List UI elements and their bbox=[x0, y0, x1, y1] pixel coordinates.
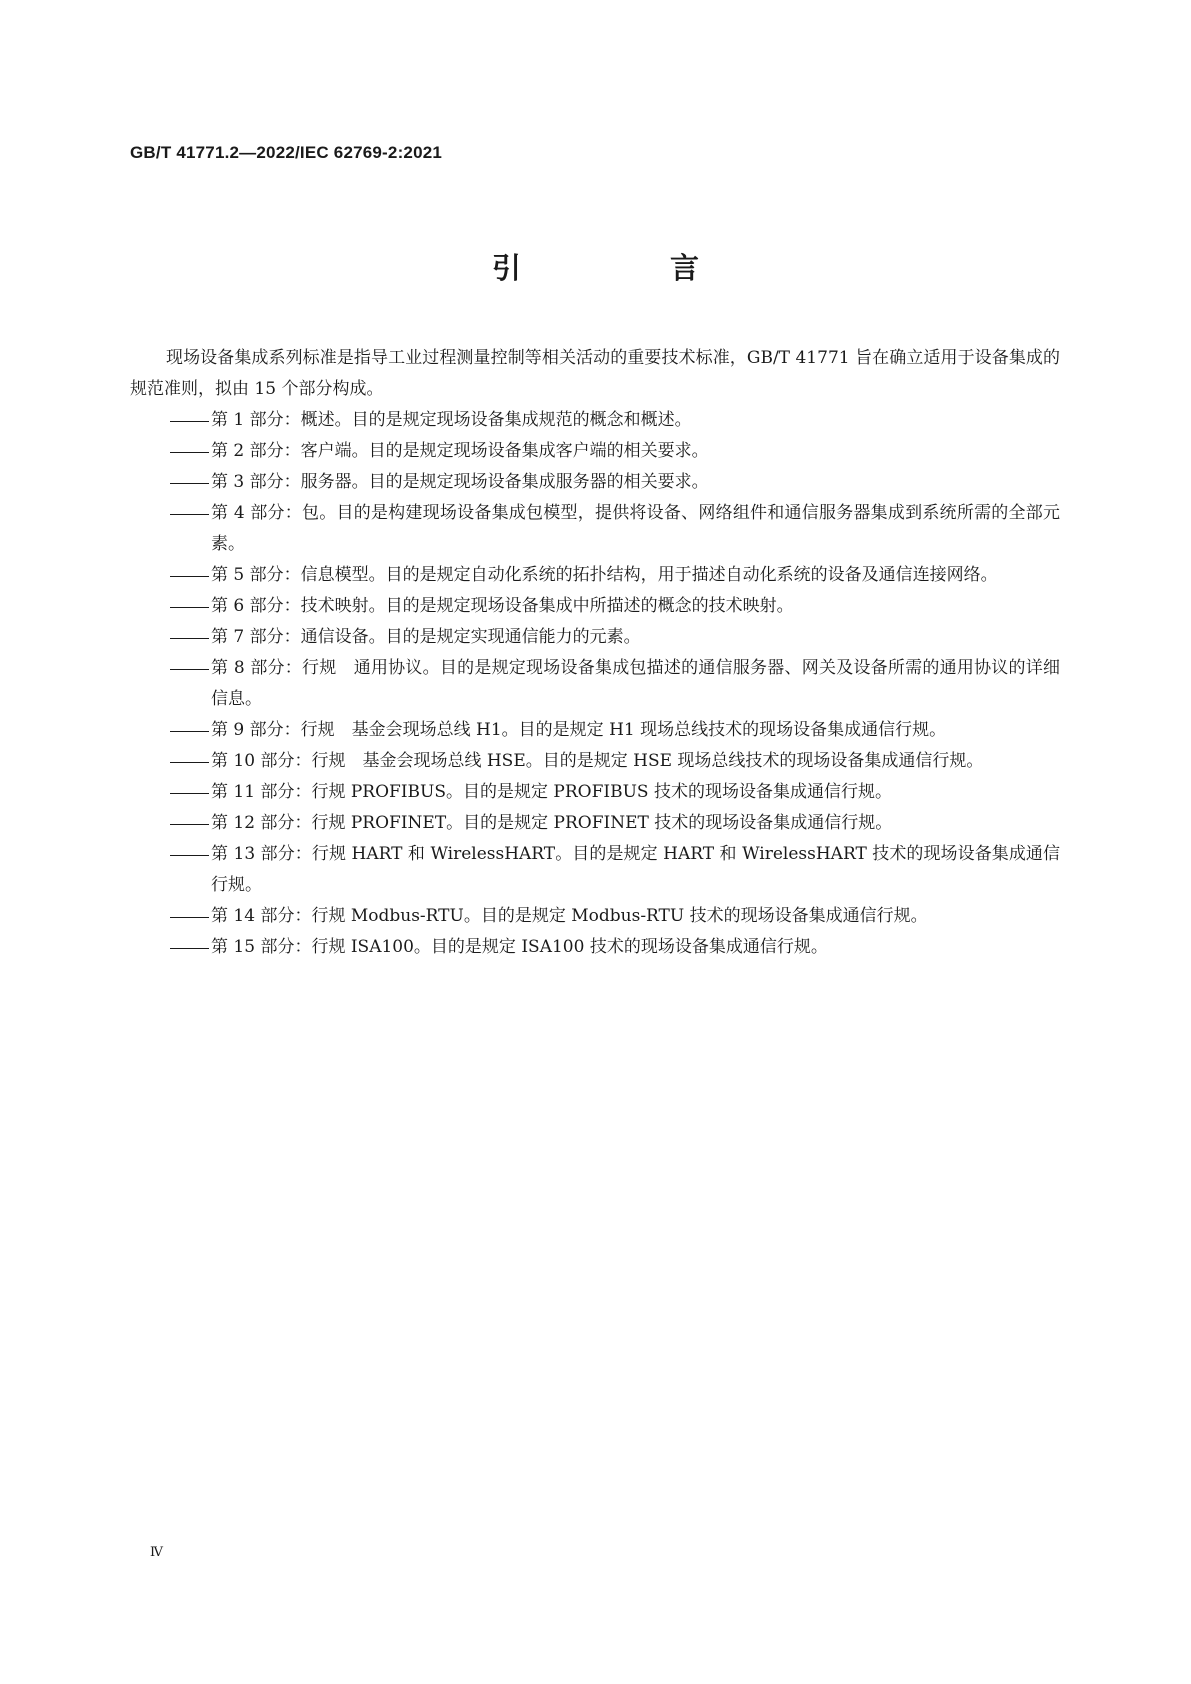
list-item bbox=[130, 591, 1060, 622]
list-item-text: 第 3 部分：服务器。目的是规定现场设备集成服务器的相关要求。 bbox=[211, 472, 709, 492]
list-item-text: 第 11 部分：行规 PROFIBUS。目的是规定 PROFIBUS 技术的现场设备集成通信行规。 bbox=[211, 782, 892, 802]
page-number: Ⅳ bbox=[150, 1545, 163, 1560]
list-item-text: 第 2 部分：客户端。目的是规定现场设备集成客户端的相关要求。 bbox=[211, 441, 709, 461]
list-item-text: 第 13 部分：行规 HART 和 WirelessHART。目的是规定 HART 和 WirelessHART 技术的现场设备集成通信行规。 bbox=[211, 844, 1060, 895]
list-item bbox=[130, 653, 1060, 715]
list-item bbox=[130, 467, 1060, 498]
page-title: 引 言 bbox=[491, 251, 759, 285]
list-item-text: 第 5 部分：信息模型。目的是规定自动化系统的拓扑结构，用于描述自动化系统的设备及通信连接网络。 bbox=[211, 565, 998, 585]
list-item bbox=[130, 839, 1060, 901]
list-item bbox=[130, 808, 1060, 839]
list-item bbox=[130, 436, 1060, 467]
list-item-text: 第 8 部分：行规 通用协议。目的是规定现场设备集成包描述的通信服务器、网关及设备所需的通用协议的详细信息。 bbox=[211, 658, 1060, 709]
intro-paragraph: 现场设备集成系列标准是指导工业过程测量控制等相关活动的重要技术标准，GB/T 41771 旨在确立适用于设备集成的规范准则，拟由 15 个部分构成。 bbox=[130, 348, 1060, 399]
list-item bbox=[130, 622, 1060, 653]
list-item-text: 第 12 部分：行规 PROFINET。目的是规定 PROFINET 技术的现场设备集成通信行规。 bbox=[211, 813, 893, 833]
list-item-text: 第 10 部分：行规 基金会现场总线 HSE。目的是规定 HSE 现场总线技术的现场设备集成通信行规。 bbox=[211, 751, 984, 771]
list-item-text: 第 14 部分：行规 Modbus-RTU。目的是规定 Modbus-RTU 技术的现场设备集成通信行规。 bbox=[211, 906, 928, 926]
list-item bbox=[130, 901, 1060, 932]
list-item-text: 第 1 部分：概述。目的是规定现场设备集成规范的概念和概述。 bbox=[211, 410, 692, 430]
document-body bbox=[130, 343, 1060, 963]
standard-number: GB/T 41771.2—2022/IEC 62769-2:2021 bbox=[130, 143, 443, 162]
list-item bbox=[130, 405, 1060, 436]
list-item-text: 第 7 部分：通信设备。目的是规定实现通信能力的元素。 bbox=[211, 627, 641, 647]
list-item bbox=[130, 498, 1060, 560]
list-item-text: 第 9 部分：行规 基金会现场总线 H1。目的是规定 H1 现场总线技术的现场设备集成通信行规。 bbox=[211, 720, 947, 740]
list-item-text: 第 6 部分：技术映射。目的是规定现场设备集成中所描述的概念的技术映射。 bbox=[211, 596, 794, 616]
list-item bbox=[130, 932, 1060, 963]
list-item bbox=[130, 560, 1060, 591]
list-item bbox=[130, 746, 1060, 777]
list-item-text: 第 4 部分：包。目的是构建现场设备集成包模型，提供将设备、网络组件和通信服务器集成到系统所需的全部元素。 bbox=[211, 503, 1060, 554]
list-item bbox=[130, 777, 1060, 808]
list-item bbox=[130, 715, 1060, 746]
parts-list bbox=[130, 405, 1060, 963]
list-item-text: 第 15 部分：行规 ISA100。目的是规定 ISA100 技术的现场设备集成通信行规。 bbox=[211, 937, 828, 957]
